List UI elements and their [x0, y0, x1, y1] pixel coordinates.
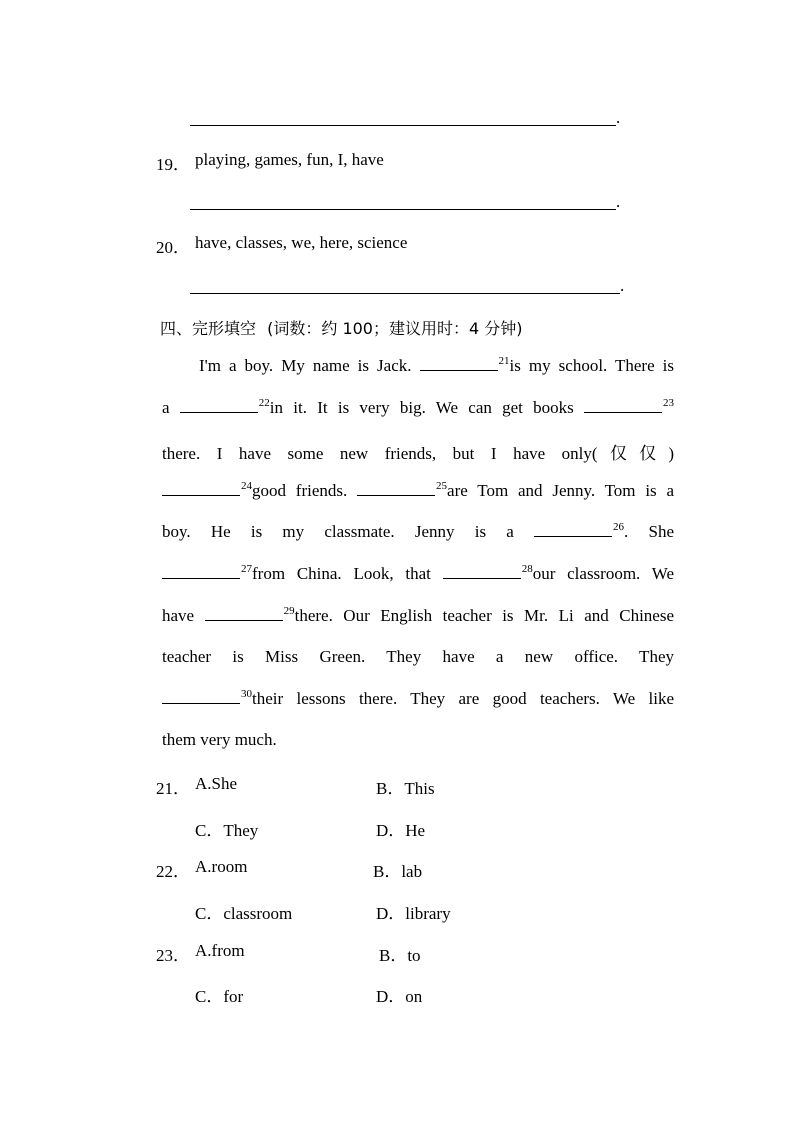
option-21-c[interactable]: C．They	[195, 821, 259, 840]
blank-28[interactable]: 28	[443, 564, 533, 583]
section-heading	[160, 316, 523, 339]
blank-21[interactable]: 21	[420, 356, 510, 375]
section-title: 四、完形填空	[160, 319, 257, 338]
option-number-21: 21．	[156, 779, 190, 798]
blank-30[interactable]: 30	[162, 689, 252, 708]
question-words-20: have, classes, we, here, science	[195, 233, 408, 252]
answer-period-20: .	[620, 276, 625, 295]
passage-line-2: a $^{22}$in it. It is very big. We can get books $^{23}$	[162, 397, 674, 417]
question-number-19: 19．	[156, 155, 190, 174]
option-number-23: 23．	[156, 946, 190, 965]
option-21-b[interactable]: B．This	[376, 779, 435, 798]
passage-line-7: have $^{29}$there. Our English teacher is Mr. Li and Chinese	[162, 605, 675, 625]
passage-line-9: $^{30}$their lessons there. They are good teachers. We like	[162, 689, 674, 713]
passage-line-1: I'm a boy. My name is Jack. $^{21}$is my school. There is	[199, 355, 675, 375]
section-note: (词数：约 100；建议用时：4 分钟)	[267, 319, 523, 338]
option-23-c[interactable]: C．for	[195, 987, 244, 1006]
blank-25[interactable]: 25	[357, 481, 447, 500]
option-21-d[interactable]: D．He	[376, 821, 426, 840]
passage-line-8: teacher is Miss Green. They have a new office. They	[162, 647, 674, 666]
option-23-d[interactable]: D．on	[376, 987, 423, 1006]
passage-line-10: them very much.	[162, 730, 277, 749]
option-22-b[interactable]: B．lab	[373, 862, 423, 881]
passage-line-3: there. I have some new friends, but I have only(仅仅)	[162, 444, 674, 463]
option-22-a[interactable]: A.room	[195, 857, 248, 876]
passage-line-6: $^{27}$from China. Look, that $^{28}$our classroom. We	[162, 564, 674, 588]
option-23-a[interactable]: A.from	[195, 941, 245, 960]
option-number-22: 22．	[156, 862, 190, 881]
answer-line-18[interactable]	[190, 125, 616, 126]
answer-period-18: .	[616, 108, 621, 127]
answer-line-19[interactable]	[190, 209, 616, 210]
answer-line-20[interactable]	[190, 293, 620, 294]
blank-26[interactable]: 26	[534, 522, 624, 541]
answer-period-19: .	[616, 192, 621, 211]
blank-22[interactable]: 22	[180, 398, 270, 417]
option-23-b[interactable]: B．to	[379, 946, 421, 965]
question-words-19: playing, games, fun, I, have	[195, 150, 384, 169]
option-22-d[interactable]: D．library	[376, 904, 451, 923]
question-number-20: 20．	[156, 238, 190, 257]
blank-27[interactable]: 27	[162, 564, 252, 583]
blank-29[interactable]: 29	[205, 606, 295, 625]
option-22-c[interactable]: C．classroom	[195, 904, 293, 923]
passage-line-4: $^{24}$good friends. $^{25}$are Tom and Jenny. Tom is a	[162, 481, 674, 505]
passage-line-5: boy. He is my classmate. Jenny is a $^{26}$. She	[162, 521, 674, 541]
option-21-a[interactable]: A.She	[195, 774, 238, 793]
blank-23[interactable]: 23	[584, 398, 674, 417]
blank-24[interactable]: 24	[162, 481, 252, 500]
